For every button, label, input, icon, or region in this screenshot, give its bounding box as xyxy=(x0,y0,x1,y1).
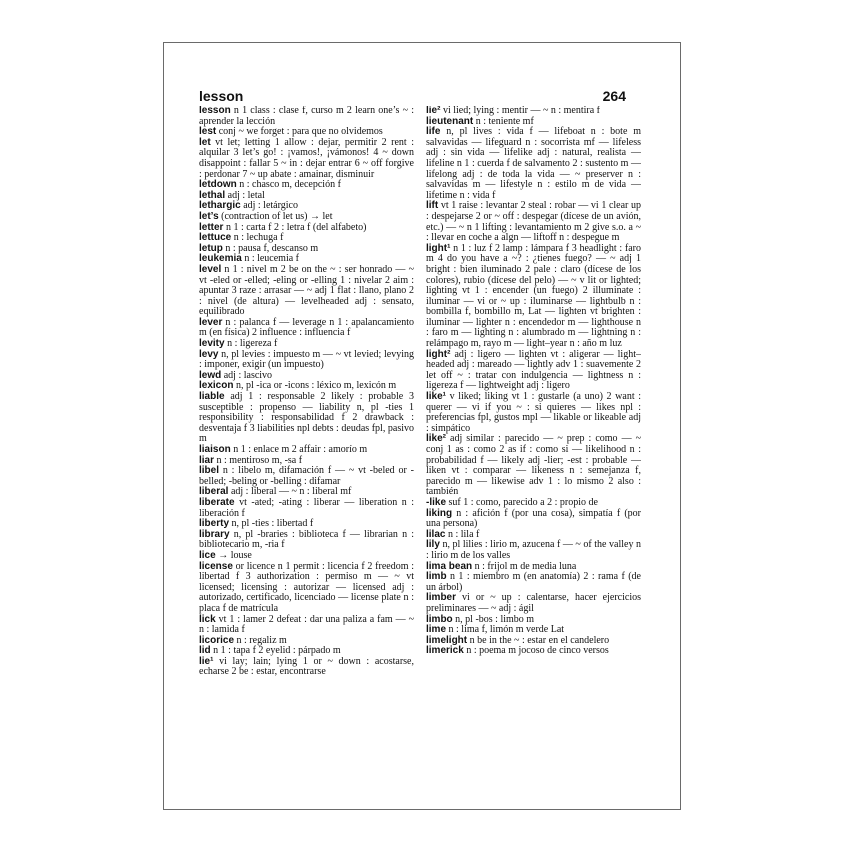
entry: liar n : mentiroso m, -sa f xyxy=(199,454,303,466)
headword: like¹ xyxy=(426,391,447,403)
headword: lilac xyxy=(426,528,446,540)
headword: lest xyxy=(199,126,217,138)
entry: lethal adj : letal xyxy=(199,189,265,201)
headword: lewd xyxy=(199,369,222,381)
entry: liking n : afición f (por una cosa), simpatía f (por una persona) xyxy=(426,507,641,530)
entry: limb n 1 : miembro m (en anatomía) 2 : rama f (de un árbol) xyxy=(426,571,641,593)
entry: life n, pl lives : vida f — lifeboat n : bote m salvavidas — lifeguard n : socorrista mf — lifeless adj : sin vida — lifelike adj : natural, realista — lifeline n 1 : cuerda f de salvamento 2 : sustento m — lifelong adj : de toda la vida — ~ preserver n : salvavidas m — lifestyle n : estilo m de vida — lifetime n : vida f xyxy=(426,126,641,201)
entry: like² adj similar : parecido — ~ prep : como — ~ conj 1 as : como 2 as if : como si — likelihood n : probabilidad f — likely adj -lier; -est : probable — liken vt : comparar — likeness n : semejanza f, parecido m — likewise adv 1 : lo mismo 2 also : también xyxy=(426,433,641,498)
entry: light¹ n 1 : luz f 2 lamp : lámpara f 3 headlight : faro m 4 do you have a ~? : ¿tienes fuego? — ~ adj 1 bright : bien iluminado 2 pale : claro (dícese de los colores), rubio (dícese del pelo) — ~ v lit or lighted; lighting vt 1 : encender (un fuego) 2 illuminate : iluminar — vi or ~ up : iluminarse — lightbulb n : bombilla f, bombillo m, Lat — lighten vt brighten : iluminar — lighter n : encendedor m — lighthouse n : faro m — lighting n : alumbrado m — lightning n : relámpago m, rayo m — light–year n : año m luz xyxy=(426,242,641,350)
entry: libel n : libelo m, difamación f — ~ vt -beled or -belled; -beling or -belling : difamar xyxy=(199,465,414,487)
headword: limber xyxy=(426,592,457,604)
entry: levity n : ligereza f xyxy=(199,338,278,350)
entry: -like suf 1 : como, parecido a 2 : propio de xyxy=(426,496,598,508)
entry: let vt let; letting 1 allow : dejar, permitir 2 rent : alquilar 3 let’s go! : ¡vamos!, ¡vámonos! 4 ~ down disappoint : fallar 5 ~ in : dejar entrar 6 ~ off forgive : perdonar 7 ~ up abate : amainar, disminuir xyxy=(199,136,414,180)
entry: lima bean n : frijol m de media luna xyxy=(426,560,577,572)
headword: liar xyxy=(199,454,215,466)
entry: lie² vi lied; lying : mentir — ~ n : mentira f xyxy=(426,106,601,116)
entry: limelight n be in the ~ : estar en el candelero xyxy=(426,634,610,646)
entry: letdown n : chasco m, decepción f xyxy=(199,179,341,191)
entry: lift vt 1 raise : levantar 2 steal : robar — vi 1 clear up : despejarse 2 or ~ off : despegar (dícese de un avión, etc.) — ~ n 1 lifting : levantamiento m 2 give s.o. a ~ : llevar en coche a algn — liftoff n : despegue m xyxy=(426,200,641,244)
headword: lettuce xyxy=(199,232,232,244)
entry: like¹ v liked; liking vt 1 : gustarle (a uno) 2 want : querer — vi if you ~ : si quieres — likes npl : preferencias fpl, gustos mpl — likable or likeable adj : simpático xyxy=(426,391,641,434)
headword: life xyxy=(426,126,441,138)
headword: letter xyxy=(199,221,224,233)
headword: light² xyxy=(426,348,451,360)
headword: lethal xyxy=(199,189,226,201)
headword: license xyxy=(199,560,233,572)
headword: let’s xyxy=(199,210,219,222)
entry: lice → louse xyxy=(199,549,252,561)
headword: light¹ xyxy=(426,242,451,254)
headword: lime xyxy=(426,624,447,636)
entry: light² adj : ligero — lighten vt : aligerar — light–headed adj : mareado — lightly adv 1 : suavemente 2 let off ~ : tratar con indulgencia — lightness n : ligereza f — lightweight adj : ligero xyxy=(426,348,641,392)
entry: lewd adj : lascivo xyxy=(199,369,273,381)
headword: liberty xyxy=(199,518,230,530)
guide-word: lesson xyxy=(199,88,244,104)
headword: let xyxy=(199,136,211,148)
entry: lily n, pl lilies : lirio m, azucena f — ~ of the valley n : lirio m de los valles xyxy=(426,539,641,561)
entry: liaison n 1 : enlace m 2 affair : amorío m xyxy=(199,444,368,455)
entry: library n, pl -braries : biblioteca f — librarian n : bibliotecario m, -ria f xyxy=(199,528,414,551)
entry: licorice n : regaliz m xyxy=(199,634,287,646)
entry: lilac n : lila f xyxy=(426,528,480,540)
entry: lever n : palanca f — leverage n 1 : apalancamiento m (en física) 2 influence : influencia f xyxy=(199,316,414,339)
headword: limerick xyxy=(426,645,464,657)
headword: -like xyxy=(426,496,447,508)
headword: limelight xyxy=(426,634,468,646)
headword: lexicon xyxy=(199,380,234,392)
headword: lick xyxy=(199,613,216,625)
headword: lieutenant xyxy=(426,115,474,127)
headword: lift xyxy=(426,200,439,212)
entry: lesson n 1 class : clase f, curso m 2 learn one’s ~ : aprender la lección xyxy=(199,106,414,127)
headword: letup xyxy=(199,242,223,254)
entry: limber vi or ~ up : calentarse, hacer ejercicios preliminares — ~ adj : ágil xyxy=(426,592,641,614)
headword: lesson xyxy=(199,106,231,116)
headword: lid xyxy=(199,645,211,657)
entry: lick vt 1 : lamer 2 defeat : dar una paliza a fam — ~ n : lamida f xyxy=(199,613,414,636)
entry: lettuce n : lechuga f xyxy=(199,232,284,244)
headword: levy xyxy=(199,348,219,360)
entry: let’s (contraction of let us) → let xyxy=(199,210,333,222)
headword: lima bean xyxy=(426,560,473,572)
headword: libel xyxy=(199,465,220,477)
entry: limerick n : poema m jocoso de cinco versos xyxy=(426,645,609,657)
headword: lily xyxy=(426,539,440,551)
headword: limb xyxy=(426,571,447,583)
page-number: 264 xyxy=(602,88,626,104)
headword: lever xyxy=(199,316,223,328)
headword: letdown xyxy=(199,179,237,191)
entry: liable adj 1 : responsable 2 likely : probable 3 susceptible : propenso — liability n, pl -ties 1 responsibility : responsabilidad f 2 drawback : desventaja f 3 liabilities npl debts : deudas fpl, pasivo m xyxy=(199,391,414,445)
entry: lexicon n, pl -ica or -icons : léxico m, lexicón m xyxy=(199,380,397,392)
headword: levity xyxy=(199,338,225,350)
headword: liking xyxy=(426,507,453,519)
entry: lie¹ vi lay; lain; lying 1 or ~ down : acostarse, echarse 2 be : estar, encontrarse xyxy=(199,655,414,678)
left-column xyxy=(199,106,414,796)
headword: licorice xyxy=(199,634,235,646)
headword: liberate xyxy=(199,496,235,508)
entry: letup n : pausa f, descanso m xyxy=(199,242,319,254)
entry: letter n 1 : carta f 2 : letra f (del alfabeto) xyxy=(199,221,367,233)
headword: lice xyxy=(199,549,216,561)
headword: liable xyxy=(199,391,225,403)
entry: lethargic adj : letárgico xyxy=(199,200,298,212)
headword: liaison xyxy=(199,444,231,455)
headword: library xyxy=(199,528,230,540)
entry: leukemia n : leucemia f xyxy=(199,253,300,265)
entry: liberate vt -ated; -ating : liberar — liberation n : liberación f xyxy=(199,496,414,519)
entry: level n 1 : nivel m 2 be on the ~ : ser honrado — ~ vt -eled or -elled; -eling or -elling 1 : nivelar 2 aim : apuntar 3 raze : arrasar — ~ adj 1 flat : llano, plano 2 : nivel (de altura) — levelheaded adj : sensato, equilibrado xyxy=(199,263,414,318)
entry: lieutenant n : teniente mf xyxy=(426,115,534,127)
headword: limbo xyxy=(426,613,453,625)
entry: license or licence n 1 permit : licencia f 2 freedom : libertad f 3 authorization : permiso m — ~ vt licensed; licensing : autorizar — licensed adj : autorizado, certificado, licenciado — license plate n : placa f de matrícula xyxy=(199,560,414,614)
entry: liberal adj : liberal — ~ n : liberal mf xyxy=(199,486,352,498)
headword: like² xyxy=(426,433,447,445)
headword: lethargic xyxy=(199,200,241,212)
right-column xyxy=(426,106,641,796)
headword: lie¹ xyxy=(199,655,214,667)
entry: limbo n, pl -bos : limbo m xyxy=(426,613,535,625)
headword: level xyxy=(199,263,222,275)
entry: liberty n, pl -ties : libertad f xyxy=(199,518,314,530)
entry: levy n, pl levies : impuesto m — ~ vt levied; levying : imponer, exigir (un impuesto) xyxy=(199,348,414,371)
entry: lime n : lima f, limón m verde Lat xyxy=(426,624,565,636)
entry: lest conj ~ we forget : para que no olvidemos xyxy=(199,126,383,138)
entry: lid n 1 : tapa f 2 eyelid : párpado m xyxy=(199,645,341,657)
headword: leukemia xyxy=(199,253,242,265)
headword: lie² xyxy=(426,106,441,116)
headword: liberal xyxy=(199,486,229,498)
